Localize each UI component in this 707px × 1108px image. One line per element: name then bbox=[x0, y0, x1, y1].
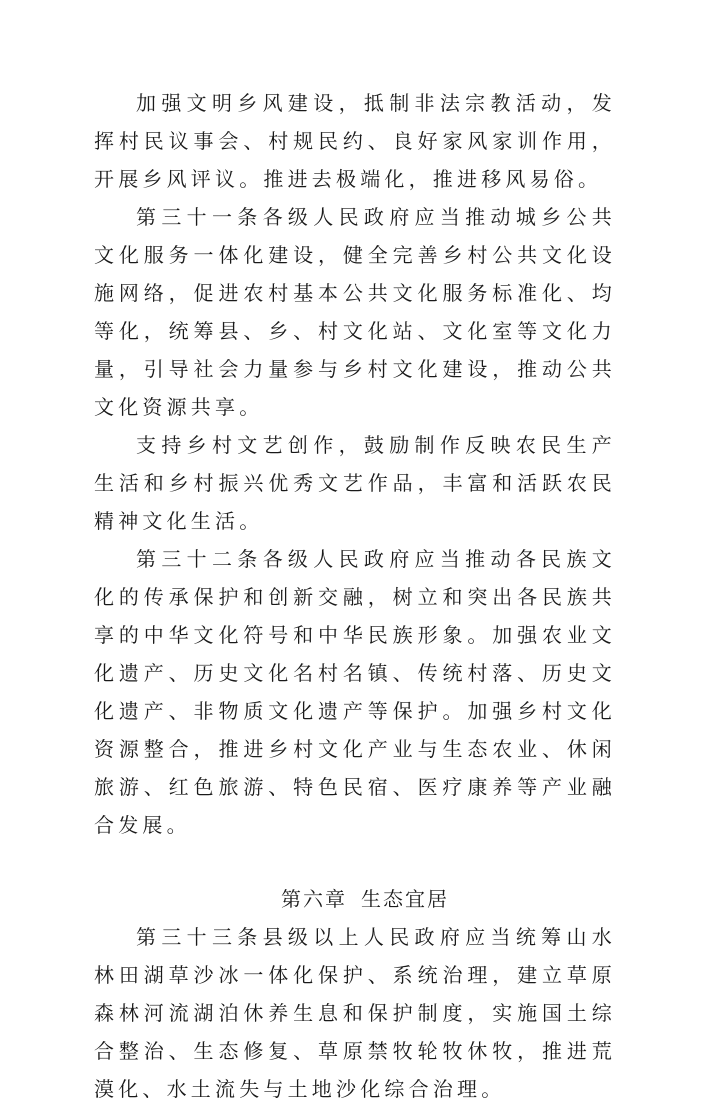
chapter-title: 生态宜居 bbox=[361, 887, 449, 911]
chapter-number: 第六章 bbox=[281, 887, 347, 911]
paragraph-article-32: 第三十二条各级人民政府应当推动各民族文化的传承保护和创新交融，树立和突出各民族共享的中华文化符号和中华民族形象。加强农业文化遗产、历史文化名村名镇、传统村落、历史文化遗产、非物质文化遗产等保护。加强乡村文化资源整合，推进乡村文化产业与生态农业、休闲旅游、红色旅游、特色民宿、医疗康养等产业融合发展。 bbox=[94, 547, 616, 837]
paragraph-article-31: 第三十一条各级人民政府应当推动城乡公共文化服务一体化建设，健全完善乡村公共文化设施网络，促进农村基本公共文化服务标准化、均等化，统筹县、乡、村文化站、文化室等文化力量，引导社会力量参与乡村文化建设，推动公共文化资源共享。 bbox=[94, 205, 616, 419]
document-page bbox=[94, 84, 616, 1108]
chapter-heading bbox=[94, 880, 616, 918]
paragraph-rural-literature-art: 支持乡村文艺创作，鼓励制作反映农民生产生活和乡村振兴优秀文艺作品，丰富和活跃农民精神文化生活。 bbox=[94, 433, 616, 533]
paragraph-article-33: 第三十三条县级以上人民政府应当统筹山水林田湖草沙冰一体化保护、系统治理，建立草原森林河流湖泊休养生息和保护制度，实施国土综合整治、生态修复、草原禁牧轮牧休牧，推进荒漠化、水土流失与土地沙化综合治理。 bbox=[94, 925, 616, 1101]
paragraph-civilized-rural-customs: 加强文明乡风建设，抵制非法宗教活动，发挥村民议事会、村规民约、良好家风家训作用，开展乡风评议。推进去极端化，推进移风易俗。 bbox=[94, 91, 616, 191]
